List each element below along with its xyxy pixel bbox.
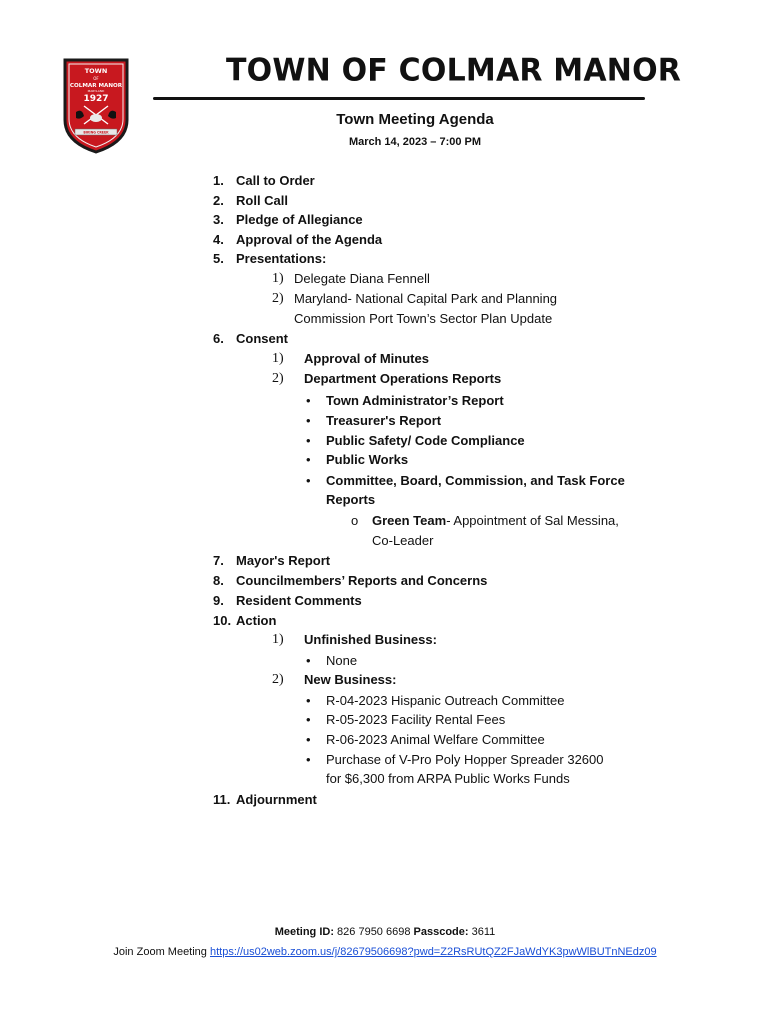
agenda-item-approval-agenda: Approval of the Agenda xyxy=(236,232,383,247)
sub-number: 1) xyxy=(272,351,284,366)
bullet: • xyxy=(306,693,311,708)
action-item: R-05-2023 Facility Rental Fees xyxy=(326,712,506,727)
action-category: Unfinished Business: xyxy=(304,632,437,647)
green-team-label: Green Team xyxy=(372,513,447,528)
item-number: 5. xyxy=(213,251,224,266)
item-number: 3. xyxy=(213,212,224,227)
report-item: Treasurer's Report xyxy=(326,413,442,428)
item-number: 4. xyxy=(213,232,224,247)
title-divider xyxy=(153,97,645,100)
item-number: 10. xyxy=(213,613,232,628)
item-number: 1. xyxy=(213,173,224,188)
report-item: Public Safety/ Code Compliance xyxy=(326,433,525,448)
agenda-item-pledge: Pledge of Allegiance xyxy=(236,212,363,227)
zoom-join-line xyxy=(0,946,770,958)
action-item: Purchase of V-Pro Poly Hopper Spreader 32600 xyxy=(326,752,604,767)
svg-text:COLMAR MANOR: COLMAR MANOR xyxy=(69,83,123,89)
svg-text:1927: 1927 xyxy=(83,94,109,104)
report-item: Committee, Board, Commission, and Task Force xyxy=(326,473,625,488)
agenda-item-action: Action xyxy=(236,613,277,628)
sub-number: 2) xyxy=(272,291,284,306)
meeting-credentials xyxy=(0,926,770,938)
consent-item: Approval of Minutes xyxy=(304,351,429,366)
svg-text:TOWN: TOWN xyxy=(84,67,108,75)
presentation-item-cont: Commission Port Town’s Sector Plan Update xyxy=(294,311,553,326)
bullet: • xyxy=(306,433,311,448)
svg-text:OF: OF xyxy=(93,76,99,81)
zoom-meeting-link[interactable]: https://us02web.zoom.us/j/82679506698?pwd=Z2RsRUtQZ2FJaWdYK3pwWlBUTnNEdz09 xyxy=(209,946,657,958)
item-number: 8. xyxy=(213,573,224,588)
item-number: 2. xyxy=(213,193,224,208)
meeting-date: March 14, 2023 – 7:00 PM xyxy=(348,136,482,148)
sub-number: 2) xyxy=(272,371,284,386)
action-item-cont: for $6,300 from ARPA Public Works Funds xyxy=(326,771,570,786)
bullet: • xyxy=(306,712,311,727)
svg-text:MARYLAND: MARYLAND xyxy=(87,89,105,93)
bullet: • xyxy=(306,393,311,408)
agenda-item-call-to-order: Call to Order xyxy=(236,173,315,188)
meeting-id-label: Meeting ID: xyxy=(274,926,334,938)
presentation-item: Delegate Diana Fennell xyxy=(294,271,430,286)
bullet: • xyxy=(306,732,311,747)
report-item: Public Works xyxy=(326,452,409,467)
presentation-item: Maryland- National Capital Park and Planning xyxy=(294,291,558,306)
bullet: • xyxy=(306,653,311,668)
meeting-id: 826 7950 6698 xyxy=(337,926,411,938)
sub-number: 2) xyxy=(272,672,284,687)
green-team-item xyxy=(372,513,619,529)
item-number: 6. xyxy=(213,331,224,346)
agenda-item-councilmembers: Councilmembers’ Reports and Concerns xyxy=(236,573,488,588)
passcode-label: Passcode: xyxy=(413,926,469,938)
agenda-item-mayors-report: Mayor's Report xyxy=(236,553,331,568)
agenda-item-presentations: Presentations: xyxy=(236,251,327,266)
passcode: 3611 xyxy=(471,926,496,938)
consent-item: Department Operations Reports xyxy=(304,371,502,386)
item-number: 7. xyxy=(213,553,224,568)
svg-text:BIKING CREEK: BIKING CREEK xyxy=(83,130,109,135)
agenda-item-roll-call: Roll Call xyxy=(236,193,289,208)
bullet: • xyxy=(306,752,311,767)
action-category: New Business: xyxy=(304,672,397,687)
green-team-cont: Co-Leader xyxy=(372,533,434,548)
report-item: Town Administrator’s Report xyxy=(326,393,504,408)
sub-number: 1) xyxy=(272,632,284,647)
bullet: • xyxy=(306,452,311,467)
agenda-item-consent: Consent xyxy=(236,331,288,346)
item-number: 9. xyxy=(213,593,224,608)
join-zoom-text: Join Zoom Meeting xyxy=(113,946,207,958)
town-title: TOWN OF COLMAR MANOR xyxy=(226,52,682,89)
bullet: • xyxy=(306,413,311,428)
bullet: • xyxy=(306,473,311,488)
action-item: None xyxy=(326,653,358,668)
circle-bullet: o xyxy=(351,513,359,528)
agenda-title: Town Meeting Agenda xyxy=(336,111,494,128)
report-item-cont: Reports xyxy=(326,492,376,507)
action-item: R-04-2023 Hispanic Outreach Committee xyxy=(326,693,565,708)
item-number: 11. xyxy=(213,792,231,807)
green-team-text: - Appointment of Sal Messina, xyxy=(446,513,619,528)
agenda-item-adjournment: Adjournment xyxy=(236,792,317,807)
action-item: R-06-2023 Animal Welfare Committee xyxy=(326,732,545,747)
agenda-item-resident-comments: Resident Comments xyxy=(236,593,362,608)
sub-number: 1) xyxy=(272,271,284,286)
